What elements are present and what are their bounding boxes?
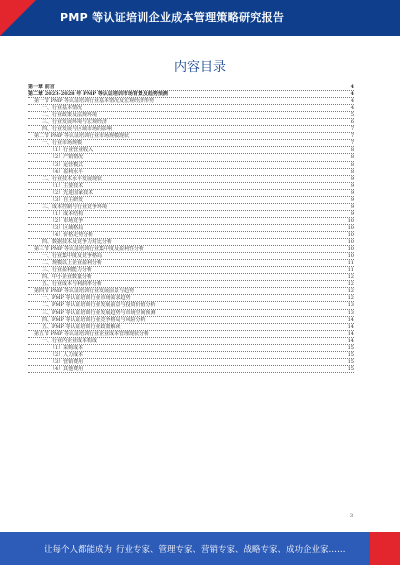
page-number: 3 bbox=[349, 513, 353, 519]
toc-entry-text: 二、规模以上企业盈利分析 bbox=[42, 260, 103, 267]
toc-entry-page: 8 bbox=[350, 168, 354, 175]
toc-entry[interactable] bbox=[28, 253, 354, 260]
toc-entry-page: 4 bbox=[350, 84, 354, 90]
toc-entry-page: 6 bbox=[350, 119, 354, 126]
toc-entry[interactable] bbox=[28, 169, 354, 176]
toc-entry-page: 10 bbox=[347, 217, 354, 224]
toc-entry-page: 12 bbox=[347, 281, 354, 288]
toc-entry[interactable] bbox=[28, 239, 354, 246]
toc-entry-text: 二、行业政策及法规环境 bbox=[42, 112, 98, 119]
toc-entry-text: （1）采购成本 bbox=[50, 344, 84, 351]
toc-entry-page: 4 bbox=[350, 98, 354, 105]
toc-entry-page: 14 bbox=[347, 337, 354, 344]
toc-entry-page: 11 bbox=[347, 267, 354, 274]
toc-entry-page: 15 bbox=[347, 344, 354, 351]
toc-entry[interactable] bbox=[28, 246, 354, 253]
toc-entry[interactable] bbox=[28, 324, 354, 331]
toc-entry-text: （1）成本结构 bbox=[50, 210, 84, 217]
toc-entry[interactable] bbox=[28, 225, 354, 232]
toc-entry-text: 第二章 2023-2028 年 PMP 等认证培训市场背景及趋势预测 bbox=[28, 91, 168, 98]
toc-entry-text: （1）行业营业收入 bbox=[50, 147, 94, 154]
toc-entry[interactable] bbox=[28, 140, 354, 147]
toc-entry-text: 一、行业市场规模 bbox=[42, 140, 83, 147]
toc-entry-page: 7 bbox=[350, 140, 354, 147]
toc-entry-page: 13 bbox=[347, 302, 354, 309]
toc-entry[interactable] bbox=[28, 317, 354, 324]
toc-entry[interactable] bbox=[28, 176, 354, 183]
toc-entry-text: 第四节 PMP 等认证培训行业发展前景与趋势 bbox=[34, 288, 135, 295]
toc-entry-text: 一、行业集中度及竞争格局 bbox=[42, 253, 103, 260]
toc-entry-page: 9 bbox=[350, 182, 354, 189]
toc-entry[interactable] bbox=[28, 112, 354, 119]
toc-entry-page: 8 bbox=[350, 161, 354, 168]
toc-entry-text: （2）人力成本 bbox=[50, 351, 84, 358]
toc-entry-text: （3）自主研发 bbox=[50, 196, 84, 203]
toc-entry-page: 4 bbox=[350, 105, 354, 112]
toc-entry-text: 一、PMP 等认证培训行业市场需求趋势 bbox=[42, 295, 131, 302]
page-footer bbox=[0, 532, 400, 565]
toc-entry[interactable] bbox=[28, 331, 354, 338]
toc-entry[interactable] bbox=[28, 352, 354, 359]
toc-entry-page: 9 bbox=[350, 189, 354, 196]
toc-entry-page: 13 bbox=[347, 309, 354, 316]
toc-entry-page: 8 bbox=[350, 154, 354, 161]
toc-entry[interactable] bbox=[28, 126, 354, 133]
toc-entry-page: 9 bbox=[350, 210, 354, 217]
toc-entry[interactable] bbox=[28, 162, 354, 169]
toc-entry-text: 三、行业发展环境与宏观经济 bbox=[42, 119, 108, 126]
toc-entry-text: （2）产销情况 bbox=[50, 154, 84, 161]
toc-entry-text: （3）营销费用 bbox=[50, 358, 84, 365]
toc-entry-text: 三、成本控制与行业竞争环境 bbox=[42, 203, 108, 210]
toc-entry-page: 12 bbox=[347, 288, 354, 295]
table-of-contents bbox=[28, 84, 354, 373]
toc-entry[interactable] bbox=[28, 218, 354, 225]
toc-entry[interactable] bbox=[28, 295, 354, 302]
toc-entry-page: 7 bbox=[350, 126, 354, 133]
toc-entry-page: 14 bbox=[347, 316, 354, 323]
toc-entry-page: 9 bbox=[350, 175, 354, 182]
toc-entry[interactable] bbox=[28, 190, 354, 197]
toc-entry[interactable] bbox=[28, 359, 354, 366]
toc-entry[interactable] bbox=[28, 98, 354, 105]
toc-entry-text: 三、PMP 等认证培训行业发展趋势与市场空间预测 bbox=[42, 309, 156, 316]
toc-entry-page: 15 bbox=[347, 365, 354, 372]
toc-entry-page: 15 bbox=[347, 351, 354, 358]
toc-entry[interactable] bbox=[28, 105, 354, 112]
toc-entry-page: 14 bbox=[347, 330, 354, 337]
toc-entry-text: 一、行业基本情况 bbox=[42, 105, 83, 112]
toc-entry-text: （3）区域格局 bbox=[50, 224, 84, 231]
toc-entry-text: 第二节 PMP 等认证培训行业市场规模现状 bbox=[34, 133, 130, 140]
footer-roles: 行业专家、管理专家、营销专家、战略专家、成功企业家…… bbox=[116, 545, 346, 555]
report-title: PMP 等认证培训企业成本管理策略研究报告 bbox=[60, 11, 285, 24]
toc-entry-page: 10 bbox=[347, 246, 354, 253]
toc-entry-text: 四、PMP 等认证培训行业竞争格局与风险分析 bbox=[42, 316, 146, 323]
toc-entry[interactable] bbox=[28, 302, 354, 309]
toc-entry-text: （2）市场竞争 bbox=[50, 217, 84, 224]
toc-entry[interactable] bbox=[28, 310, 354, 317]
toc-entry-page: 14 bbox=[347, 323, 354, 330]
toc-entry-text: （3）运营模式 bbox=[50, 161, 84, 168]
toc-entry[interactable] bbox=[28, 288, 354, 295]
toc-entry[interactable] bbox=[28, 366, 354, 373]
toc-entry[interactable] bbox=[28, 154, 354, 161]
toc-entry-text: 第一章 前言 bbox=[28, 84, 55, 90]
toc-entry-text: 二、PMP 等认证培训行业发展前景与投资价值分析 bbox=[42, 302, 156, 309]
toc-entry[interactable] bbox=[28, 147, 354, 154]
toc-entry-text: 第一节 PMP 等认证培训行业基本情况及宏观经济形势 bbox=[34, 98, 155, 105]
toc-entry-text: 四、中小企业数量分析 bbox=[42, 274, 93, 281]
toc-entry-text: 四、数据技术及竞争力对比分析 bbox=[42, 239, 113, 246]
toc-entry[interactable] bbox=[28, 232, 354, 239]
toc-entry[interactable] bbox=[28, 267, 354, 274]
toc-entry[interactable] bbox=[28, 281, 354, 288]
toc-entry-page: 5 bbox=[350, 112, 354, 119]
toc-entry-text: （4）价格走势分析 bbox=[50, 231, 94, 238]
toc-entry-text: 五、PMP 等认证培训行业政策解读 bbox=[42, 323, 121, 330]
toc-entry-page: 9 bbox=[350, 196, 354, 203]
page-header bbox=[0, 0, 400, 36]
toc-entry-page: 15 bbox=[347, 358, 354, 365]
toc-entry-text: 四、行业发展与区域市场的影响 bbox=[42, 126, 113, 133]
toc-entry-page: 10 bbox=[347, 224, 354, 231]
footer-slogan: 让每个人都能成为 bbox=[44, 545, 113, 555]
toc-entry[interactable] bbox=[28, 274, 354, 281]
toc-entry-text: （2）先进国家技术 bbox=[50, 189, 94, 196]
toc-entry-text: 五、行业成本与利润率分析 bbox=[42, 281, 103, 288]
toc-entry-text: （4）盈利水平 bbox=[50, 168, 84, 175]
toc-entry-text: （4）其他费用 bbox=[50, 365, 84, 372]
toc-entry-page: 10 bbox=[347, 253, 354, 260]
header-corner-accent bbox=[0, 0, 36, 36]
toc-entry[interactable] bbox=[28, 345, 354, 352]
toc-entry-page: 4 bbox=[350, 91, 354, 98]
toc-entry[interactable] bbox=[28, 91, 354, 98]
toc-entry[interactable] bbox=[28, 133, 354, 140]
toc-entry-page: 10 bbox=[347, 239, 354, 246]
toc-heading: 内容目录 bbox=[173, 60, 226, 75]
toc-entry-page: 11 bbox=[347, 260, 354, 267]
toc-entry[interactable] bbox=[28, 183, 354, 190]
toc-entry[interactable] bbox=[28, 260, 354, 267]
toc-entry[interactable] bbox=[28, 119, 354, 126]
toc-entry-page: 8 bbox=[350, 147, 354, 154]
toc-entry[interactable] bbox=[28, 197, 354, 204]
toc-entry-text: 二、行业技术水平发展现状 bbox=[42, 175, 103, 182]
toc-entry[interactable] bbox=[28, 204, 354, 211]
footer-accent-stripe bbox=[370, 532, 400, 565]
toc-entry-page: 7 bbox=[350, 133, 354, 140]
toc-entry-page: 10 bbox=[347, 231, 354, 238]
toc-entry-text: （1）主要技术 bbox=[50, 182, 84, 189]
toc-entry-page: 9 bbox=[350, 203, 354, 210]
toc-entry-text: 一、行业内企业成本构成 bbox=[42, 337, 98, 344]
toc-entry-page: 12 bbox=[347, 295, 354, 302]
toc-entry-page: 12 bbox=[347, 274, 354, 281]
toc-entry-text: 第五节 PMP 等认证培训行业企业成本管理现状分析 bbox=[34, 330, 150, 337]
toc-entry-text: 三、行业盈利能力分析 bbox=[42, 267, 93, 274]
toc-entry-text: 第三节 PMP 等认证培训行业集中度及盈利性分析 bbox=[34, 246, 145, 253]
toc-entry[interactable] bbox=[28, 211, 354, 218]
toc-entry[interactable] bbox=[28, 84, 354, 91]
toc-entry[interactable] bbox=[28, 338, 354, 345]
